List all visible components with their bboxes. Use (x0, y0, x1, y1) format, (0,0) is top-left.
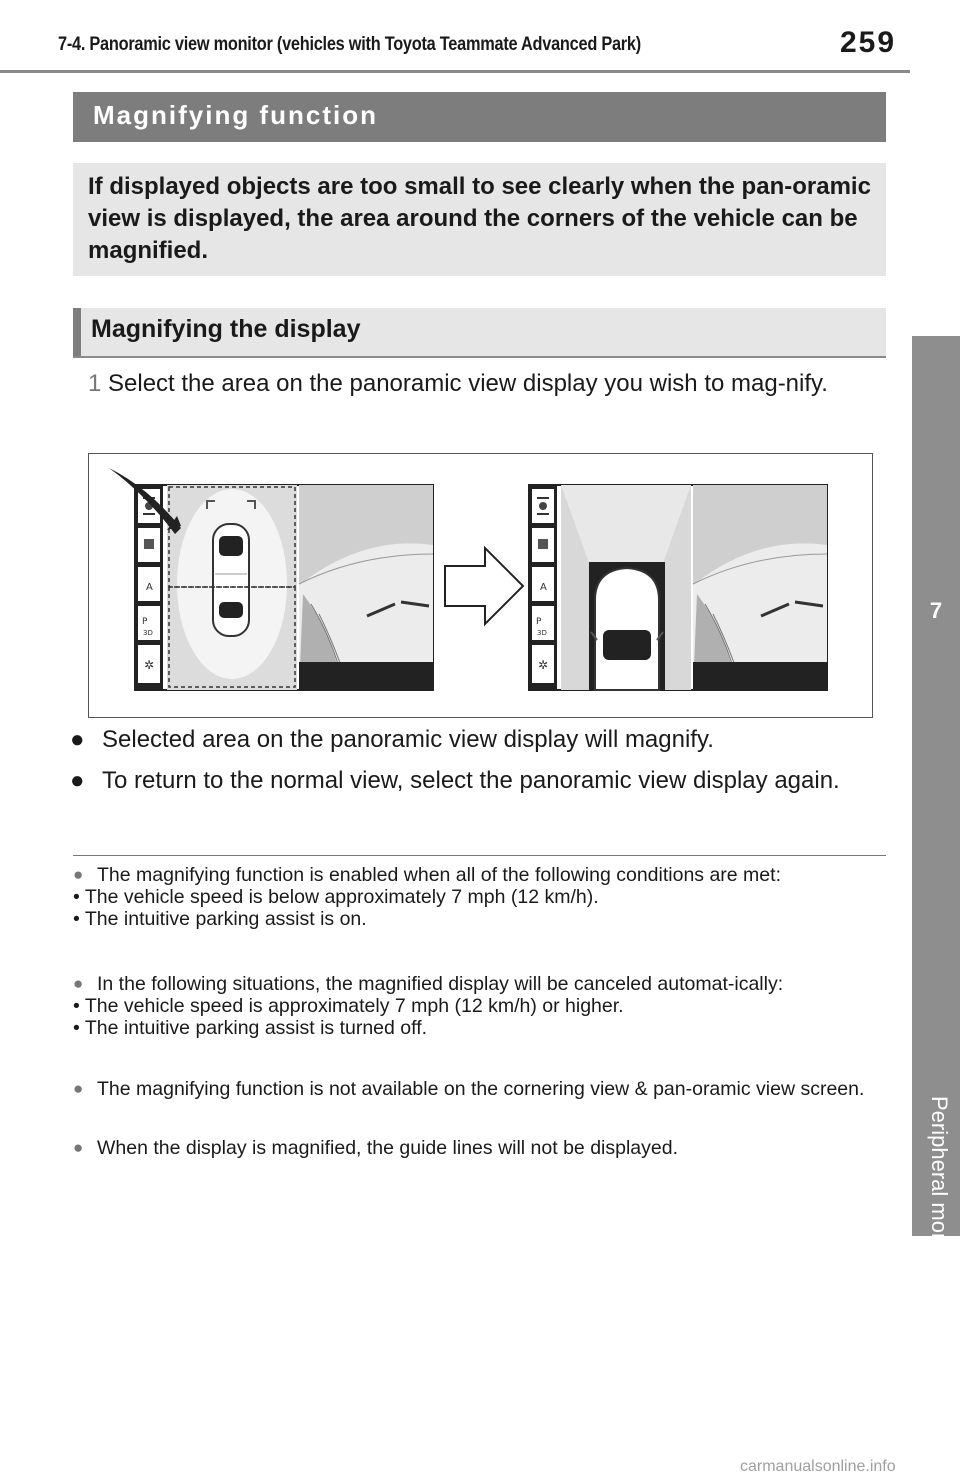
screen-before (109, 468, 433, 690)
screen-after (529, 485, 827, 690)
note-text: When the display is magnified, the guide lines will not be displayed. (97, 1137, 679, 1159)
side-icons-right (532, 489, 554, 683)
svg-text:A: A (146, 582, 153, 593)
note-sub-item: • The intuitive parking assist is on. (73, 908, 367, 930)
note-body (73, 973, 887, 1039)
panoramic-view-illustration (89, 454, 872, 717)
svg-text:✲: ✲ (144, 658, 155, 672)
subsection-title: Magnifying the display (91, 315, 361, 343)
side-tab-number: 7 (929, 598, 943, 623)
side-tab-label: Peripheral monitoring system (927, 1096, 952, 1381)
svg-text:3D: 3D (143, 629, 153, 637)
note-bullet-icon: ● (73, 865, 84, 884)
note-sub-item: • The vehicle speed is approximately 7 mph (12 km/h) or higher. (73, 995, 624, 1017)
section-title: Magnifying function (93, 100, 378, 130)
note-sub-item: • The vehicle speed is below approximately 7 mph (12 km/h). (73, 886, 599, 908)
note-bullet-icon: ● (73, 1138, 84, 1157)
svg-text:P: P (142, 617, 148, 627)
bullet-icon: ● (70, 767, 85, 794)
bullet-text: To return to the normal view, select the panoramic view display again. (102, 767, 840, 794)
subsection-header (73, 308, 886, 358)
note-text: The magnifying function is not available on the cornering view & pan-oramic view screen. (97, 1078, 865, 1100)
side-tab (912, 336, 960, 1381)
subsection-accent (73, 308, 81, 356)
step-text: Select the area on the panoramic view display you wish to mag-nify. (108, 370, 828, 397)
note-sub-item: • The intuitive parking assist is turned off. (73, 1017, 428, 1039)
bullet-icon: ● (70, 726, 85, 753)
side-icons-left (138, 489, 160, 683)
illustration (88, 453, 873, 718)
note-body (97, 1078, 887, 1100)
svg-text:A: A (540, 582, 547, 593)
watermark: carmanualsonline.info (740, 1458, 896, 1475)
header-rule (0, 70, 910, 73)
svg-text:✲: ✲ (538, 658, 549, 672)
page-number: 259 (840, 26, 897, 59)
bullet-text: Selected area on the panoramic view display will magnify. (102, 726, 714, 753)
notes-rule (73, 855, 886, 856)
svg-text:3D: 3D (537, 629, 547, 637)
section-header (73, 92, 886, 142)
intro-text: If displayed objects are too small to see clearly when the pan-oramic view is displayed, the area around the corners of the vehicle can be magnified. (88, 173, 871, 264)
step-number: 1 (88, 370, 102, 397)
note-text: In the following situations, the magnified display will be canceled automat-ically: (97, 973, 784, 995)
transition-arrow (445, 548, 523, 624)
svg-text:P: P (536, 617, 542, 627)
note-text: The magnifying function is enabled when all of the following conditions are met: (97, 864, 781, 886)
note-bullet-icon: ● (73, 1079, 84, 1098)
header-title: 7-4. Panoramic view monitor (vehicles with Toyota Teammate Advanced Park) (58, 34, 641, 55)
note-body (97, 1137, 887, 1159)
note-bullet-icon: ● (73, 974, 84, 993)
note-body (73, 864, 887, 930)
intro-box (73, 163, 886, 276)
